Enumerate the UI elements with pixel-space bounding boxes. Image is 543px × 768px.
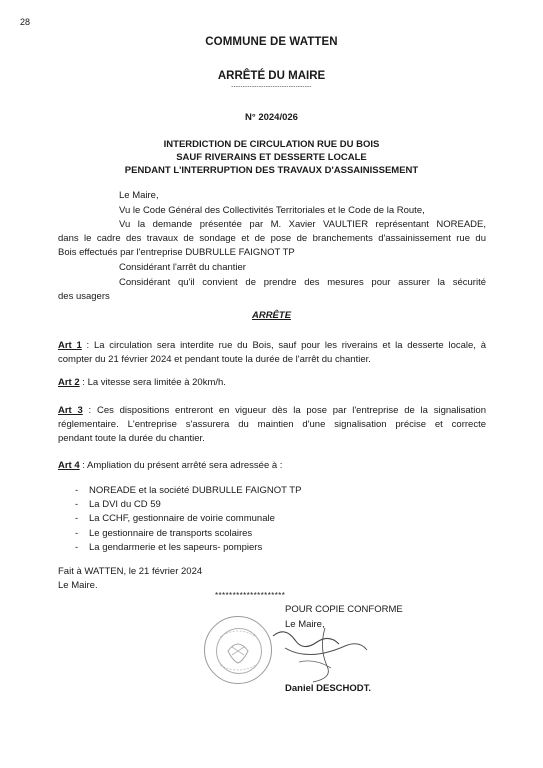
article-1-label: Art 1 [58, 340, 82, 351]
document-title: ARRÊTÉ DU MAIRE [217, 70, 326, 82]
list-item: - La DVI du CD 59 [75, 499, 161, 511]
title-underline: ----------------------------------- [231, 84, 312, 90]
arrete-heading: ARRÊTE [251, 310, 292, 321]
article-3-text: : Ces dispositions entreront en vigueur dès la pose par l'entreprise de la signalisation [82, 405, 486, 416]
preamble-vu-demande-2: dans le cadre des travaux de sondage et de pose de branchements d'assainissement rue du [58, 233, 486, 244]
recipient-list [75, 484, 301, 555]
article-2-label: Art 2 [58, 377, 80, 388]
list-item: - Le gestionnaire de transports scolaires [75, 527, 253, 539]
recipient-text: NOREADE et la société DUBRULLE FAIGNOT TP [89, 485, 302, 496]
subject-line-2: SAUF RIVERAINS ET DESSERTE LOCALE [176, 152, 367, 163]
page-number: 28 [20, 17, 31, 27]
recipient-text: Le gestionnaire de transports scolaires [89, 527, 253, 539]
subject-line-3: PENDANT L'INTERRUPTION DES TRAVAUX D'ASSAINISSEMENT [124, 165, 419, 176]
separator-stars: ******************** [215, 591, 286, 600]
preamble-considerant-2-cont: des usagers [58, 291, 110, 302]
article-1-text: : La circulation sera interdite rue du Bois, sauf pour les riverains et la desserte locale, à [81, 340, 486, 351]
signatory-name: Daniel DESCHODT. [285, 683, 372, 694]
preamble-vu-demande-3: Bois effectués par l'entreprise DUBRULLE FAIGNOT TP [58, 247, 295, 258]
le-maire-line: Le Maire. [58, 580, 98, 591]
recipient-text: La CCHF, gestionnaire de voirie communale [89, 513, 275, 525]
preamble-le-maire: Le Maire, [119, 190, 159, 201]
copie-conforme: POUR COPIE CONFORME [285, 604, 403, 615]
article-1-line-2: compter du 21 février 2024 et pendant toute la durée de l'arrêt du chantier. [58, 354, 371, 365]
preamble-considerant-2: Considérant qu'il convient de prendre des mesures pour assurer la sécurité [119, 277, 486, 288]
article-3-line-2: réglementaire. L'entreprise s'assurera du maintien d'une signalisation précise et correcte [58, 419, 486, 430]
preamble-considerant-1: Considérant l'arrêt du chantier [119, 262, 246, 273]
list-item: - La CCHF, gestionnaire de voirie communale [75, 513, 275, 525]
subject-line-1: INTERDICTION DE CIRCULATION RUE DU BOIS [163, 139, 380, 150]
list-item: - La gendarmerie et les sapeurs- pompiers [75, 541, 263, 553]
list-item: - NOREADE et la société DUBRULLE FAIGNOT TP [75, 485, 302, 496]
article-4-label: Art 4 [58, 460, 80, 471]
fait-a-line: Fait à WATTEN, le 21 février 2024 [58, 566, 203, 577]
article-3-line-1 [58, 405, 486, 416]
article-2 [58, 377, 226, 388]
article-4-text: : Ampliation du présent arrêté sera adressée à : [79, 460, 283, 471]
preamble-vu-demande-1: Vu la demande présentée par M. Xavier VAULTIER représentant NOREADE, [119, 219, 486, 230]
article-4 [58, 460, 282, 471]
article-3-line-3: pendant toute la durée du chantier. [58, 433, 205, 444]
recipient-text: La DVI du CD 59 [89, 499, 161, 511]
article-1-line-1 [58, 340, 486, 351]
recipient-text: La gendarmerie et les sapeurs- pompiers [89, 541, 263, 553]
arrete-number: N° 2024/026 [245, 112, 298, 123]
signature-icon [255, 622, 395, 684]
signature-le-maire: Le Maire, [285, 619, 325, 630]
article-2-text: : La vitesse sera limitée à 20km/h. [79, 377, 226, 388]
article-3-label: Art 3 [58, 405, 83, 416]
commune-name: COMMUNE DE WATTEN [205, 36, 338, 48]
preamble-vu-code: Vu le Code Général des Collectivités Territoriales et le Code de la Route, [119, 205, 425, 216]
